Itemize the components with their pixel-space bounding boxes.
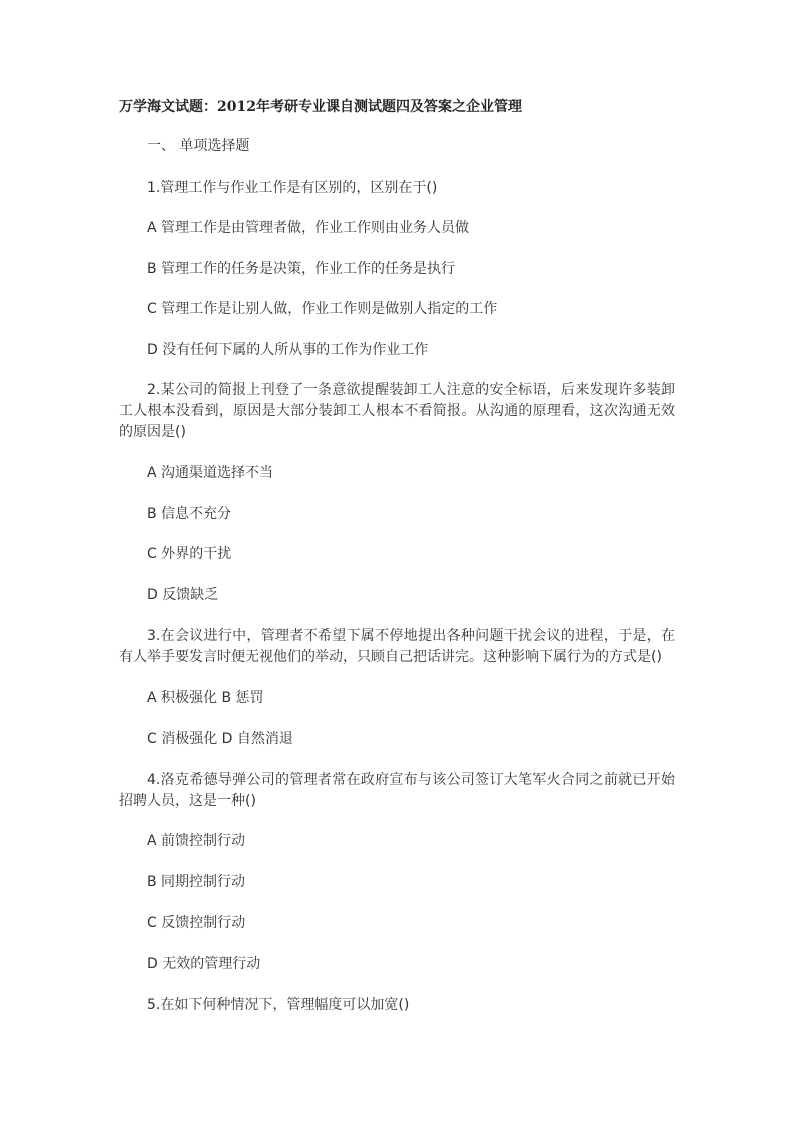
question-1-option-b: B 管理工作的任务是决策，作业工作的任务是执行 xyxy=(147,261,456,277)
question-4-stem: 4.洛克希德导弹公司的管理者常在政府宣布与该公司签订大笔军火合同之前就已开始招聘人员，这是一种() xyxy=(119,772,675,809)
question-2-option-a: A 沟通渠道选择不当 xyxy=(147,465,274,481)
question-3-stem: 3.在会议进行中，管理者不希望下属不停地提出各种问题干扰会议的进程，于是，在有人举手要发言时便无视他们的举动，只顾自己把话讲完。这种影响下属行为的方式是() xyxy=(119,628,675,665)
question-4-option-a: A 前馈控制行动 xyxy=(147,833,246,849)
section-heading: 一、 单项选择题 xyxy=(147,138,250,154)
question-3-option-ab: A 积极强化 B 惩罚 xyxy=(147,690,264,706)
question-4-option-b: B 同期控制行动 xyxy=(147,874,246,890)
question-2-stem: 2.某公司的简报上刊登了一条意欲提醒装卸工人注意的安全标语，后来发现许多装卸工人根本没看到，原因是大部分装卸工人根本不看简报。从沟通的原理看，这次沟通无效的原因是() xyxy=(119,382,675,440)
question-4-option-d: D 无效的管理行动 xyxy=(147,956,261,972)
question-1-option-d: D 没有任何下属的人所从事的工作为作业工作 xyxy=(147,342,429,358)
question-4-option-c: C 反馈控制行动 xyxy=(147,915,246,931)
question-1-option-c: C 管理工作是让别人做，作业工作则是做别人指定的工作 xyxy=(147,301,498,317)
question-1-option-a: A 管理工作是由管理者做，作业工作则由业务人员做 xyxy=(147,220,470,236)
question-2-option-d: D 反馈缺乏 xyxy=(147,587,219,603)
document-title: 万学海文试题：2012年考研专业课自测试题四及答案之企业管理 xyxy=(119,99,522,115)
question-3-option-cd: C 消极强化 D 自然消退 xyxy=(147,731,293,747)
question-5-stem: 5.在如下何种情况下，管理幅度可以加宽() xyxy=(147,997,410,1013)
question-2-option-c: C 外界的干扰 xyxy=(147,546,232,562)
question-1-stem: 1.管理工作与作业工作是有区别的，区别在于() xyxy=(147,180,438,196)
question-2-option-b: B 信息不充分 xyxy=(147,506,232,522)
